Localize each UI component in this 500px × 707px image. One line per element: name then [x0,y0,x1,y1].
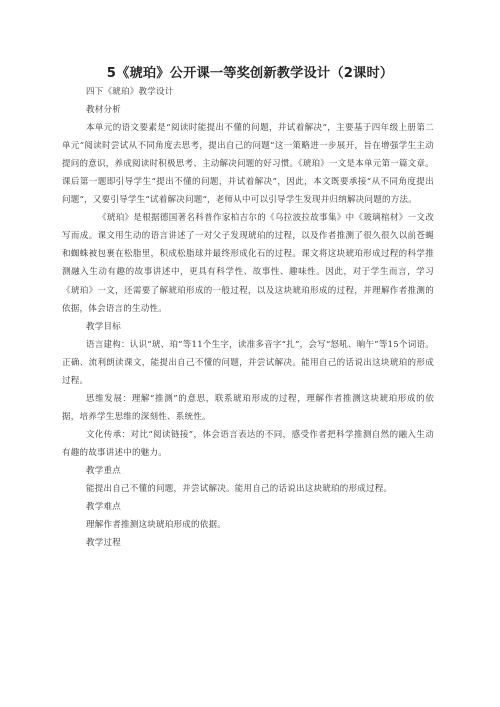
section-heading-analysis: 教材分析 [86,105,122,116]
section-heading-difficulties: 教学难点 [86,502,122,513]
section-heading-process: 教学过程 [86,538,122,549]
subtitle: 四下《琥珀》教学设计 [86,87,174,97]
paragraph-objective-language: 语言建构：认识“琥、珀”等11个生字，读准多音字“扎”，会写“怒吼、晌午”等15个词语。正确、流利朗读课文，能提出自己不懂的问题，并尝试解决。能用自己的话说出这块琥珀的形成过程。 [62,339,434,386]
paragraph-difficulties: 理解作者推测这块琥珀形成的依据。 [86,520,227,531]
document-body [62,83,434,552]
paragraph-objective-culture: 文化传承：对比“阅读链接”，体会语言表达的不同，感受作者把科学推测自然的融入生动有趣的故事讲述中的魅力。 [62,429,434,458]
section-heading-key-points: 教学重点 [86,465,122,476]
paragraph-analysis-2: 《琥珀》是根据德国著名科普作家柏吉尔的《乌拉波拉故事集》中《玻璃棺材》一文改写而成。课文用生动的语言讲述了一对父子发现琥珀的过程，以及作者推测了很久很久以前苍蝇和蜘蛛被包裹在松脂里，积成松脂球并最终形成化石的过程。课文将这块琥珀形成过程的科学推测融入生动有趣的故事讲述中，更具有科学性、故事性、趣味性。因此，对于学生而言，学习《琥珀》一文，还需要了解琥珀形成的一般过程，以及这块琥珀形成的过程，并理解作者推测的依据，体会语言的生动性。 [62,213,434,314]
document-title: 5《琥珀》公开课一等奖创新教学设计（2课时） [106,66,394,81]
section-heading-objectives: 教学目标 [86,321,122,332]
paragraph-analysis-1: 本单元的语文要素是“阅读时能提出不懂的问题，并试着解决“，主要基于四年级上册第二单元”阅读时尝试从不同角度去思考，提出自己的问题”这一策略进一步展开，旨在增强学生主动提问的意识，养成阅读时积极思考、主动解决问题的好习惯。《琥珀》一文是本单元第一篇文章。课后第一题即引导学生“提出不懂的问题，并试着解决”，因此，本文既要承接“从不同角度提出问题“，又要引导学生“试着解决问题“，老师从中可以引导学生发现并归纳解决问题的方法。 [62,123,435,206]
paragraph-key-points: 能提出自己不懂的问题，并尝试解决。能用自己的话说出这块琥珀的形成过程。 [86,484,393,495]
paragraph-objective-thinking: 思维发展：理解“推测”的意思，联系琥珀形成的过程，理解作者推测这块琥珀形成的依据，培养学生思维的深刻性、系统性。 [62,393,434,422]
